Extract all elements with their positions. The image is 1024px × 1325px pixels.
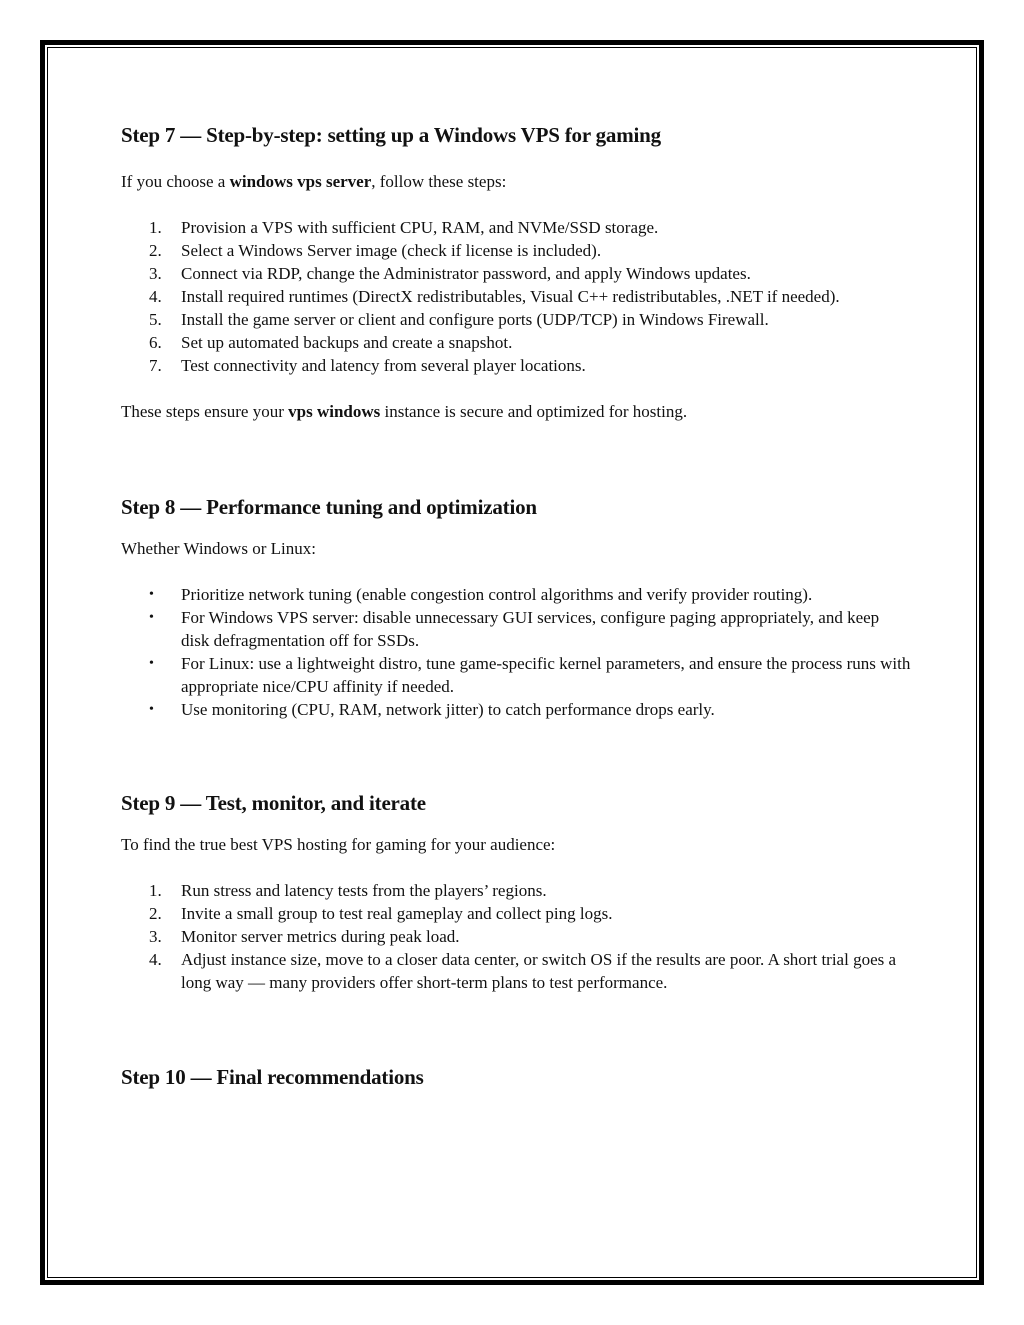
list-item	[121, 262, 911, 285]
list-item-text: For Windows VPS server: disable unnecessary GUI services, configure paging appropriately, and keep disk defragmentation off for SSDs.	[181, 608, 880, 650]
list-item	[121, 331, 911, 354]
bullet-icon: •	[149, 587, 154, 602]
list-number: 1.	[149, 881, 162, 900]
step-8-list	[121, 583, 911, 721]
step-7-intro	[121, 170, 911, 193]
list-number: 6.	[149, 333, 162, 352]
list-number: 5.	[149, 310, 162, 329]
list-item	[121, 285, 911, 308]
list-item-text: For Linux: use a lightweight distro, tune game-specific kernel parameters, and ensure the process runs with appropriate nice/CPU affinity if needed.	[181, 654, 911, 696]
list-number: 3.	[149, 264, 162, 283]
list-number: 7.	[149, 356, 162, 375]
section-step-10	[121, 1060, 911, 1094]
list-item	[121, 925, 911, 948]
section-step-9	[121, 786, 911, 994]
list-item-text: Test connectivity and latency from several player locations.	[181, 356, 586, 375]
list-item	[121, 583, 911, 606]
step-10-heading: Step 10 — Final recommendations	[121, 1065, 424, 1089]
step-7-heading: Step 7 — Step-by-step: setting up a Windows VPS for gaming	[121, 123, 661, 147]
outro-text-end: instance is secure and optimized for hosting.	[380, 402, 688, 421]
list-item	[121, 698, 911, 721]
step-8-heading: Step 8 — Performance tuning and optimization	[121, 495, 537, 519]
list-number: 4.	[149, 287, 162, 306]
section-step-8	[121, 490, 911, 721]
intro-emphasis: windows vps server	[229, 172, 372, 191]
intro-text: If you choose a	[121, 172, 230, 191]
step-7-list	[121, 216, 911, 377]
step-7-outro	[121, 400, 911, 423]
outro-emphasis: vps windows	[288, 402, 381, 421]
step-9-list	[121, 879, 911, 994]
document-body	[121, 118, 911, 1094]
list-item	[121, 216, 911, 239]
outro-text: These steps ensure your	[121, 402, 289, 421]
list-number: 4.	[149, 950, 162, 969]
bullet-icon: •	[149, 702, 154, 717]
list-item	[121, 308, 911, 331]
list-item-text: Install the game server or client and configure ports (UDP/TCP) in Windows Firewall.	[181, 310, 769, 329]
bullet-icon: •	[149, 656, 154, 671]
list-number: 2.	[149, 241, 162, 260]
list-item	[121, 948, 911, 994]
intro-text-end: , follow these steps:	[371, 172, 507, 191]
list-item	[121, 652, 911, 698]
step-9-heading: Step 9 — Test, monitor, and iterate	[121, 791, 426, 815]
list-item	[121, 354, 911, 377]
section-step-7	[121, 118, 911, 423]
list-item	[121, 606, 911, 652]
list-item	[121, 902, 911, 925]
list-number: 2.	[149, 904, 162, 923]
list-item-text: Prioritize network tuning (enable congestion control algorithms and verify provider routing).	[181, 585, 813, 604]
list-item-text: Connect via RDP, change the Administrator password, and apply Windows updates.	[181, 264, 751, 283]
list-item-text: Use monitoring (CPU, RAM, network jitter) to catch performance drops early.	[181, 700, 715, 719]
step-9-intro: To find the true best VPS hosting for gaming for your audience:	[121, 835, 556, 854]
list-item-text: Adjust instance size, move to a closer data center, or switch OS if the results are poor. A short trial goes a long way — many providers offer short-term plans to test performance.	[181, 950, 897, 992]
list-item-text: Install required runtimes (DirectX redistributables, Visual C++ redistributables, .NET if needed).	[181, 287, 840, 306]
list-item-text: Set up automated backups and create a snapshot.	[181, 333, 513, 352]
list-item	[121, 879, 911, 902]
list-item-text: Monitor server metrics during peak load.	[181, 927, 460, 946]
list-item-text: Invite a small group to test real gameplay and collect ping logs.	[181, 904, 613, 923]
list-number: 1.	[149, 218, 162, 237]
list-item-text: Select a Windows Server image (check if license is included).	[181, 241, 602, 260]
bullet-icon: •	[149, 610, 154, 625]
list-item	[121, 239, 911, 262]
step-8-intro: Whether Windows or Linux:	[121, 539, 316, 558]
list-item-text: Provision a VPS with sufficient CPU, RAM, and NVMe/SSD storage.	[181, 218, 659, 237]
list-item-text: Run stress and latency tests from the players’ regions.	[181, 881, 547, 900]
list-number: 3.	[149, 927, 162, 946]
